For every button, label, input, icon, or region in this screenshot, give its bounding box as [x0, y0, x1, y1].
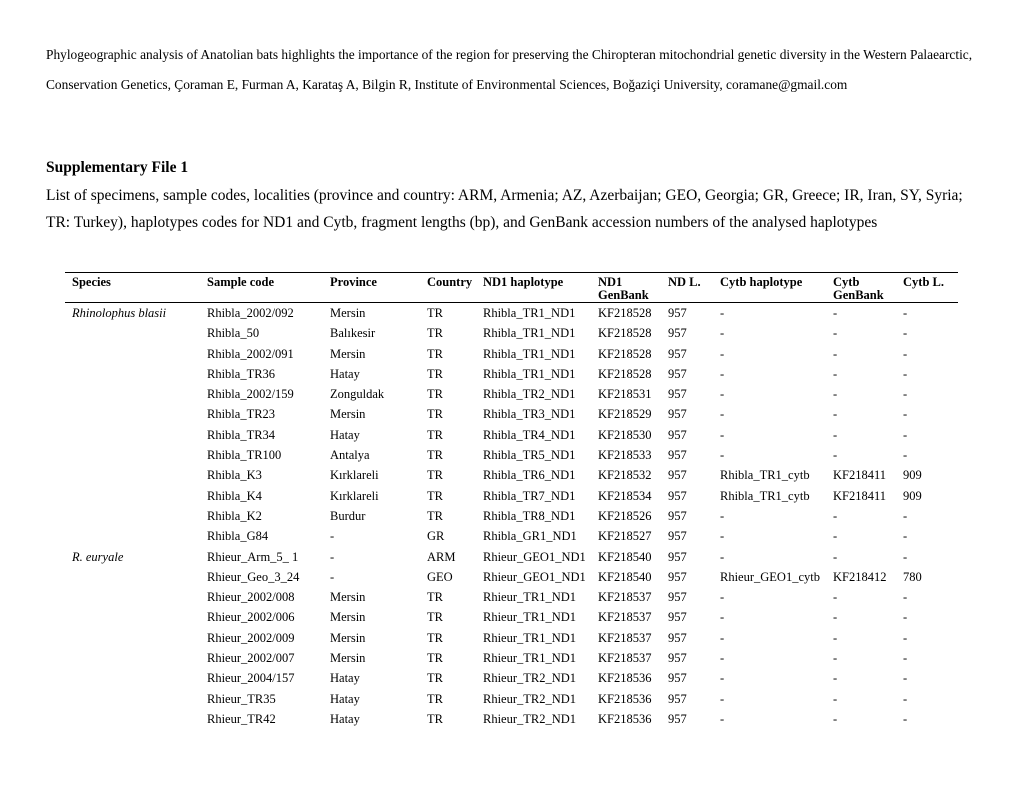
cell-species — [65, 506, 200, 526]
column-header-country: Country — [420, 273, 476, 303]
cell-species — [65, 486, 200, 506]
cell-cytb-haplotype: - — [720, 366, 725, 381]
cell-province: - — [330, 529, 335, 544]
cell-nd1-genbank: KF218532 — [598, 468, 652, 483]
header-title-line: Phylogeographic analysis of Anatolian bats highlights the importance of the region for preserving the Chiropteran mitochondrial genetic diversity in the Western Palaearctic, — [46, 47, 973, 62]
document-header — [46, 40, 972, 100]
cell-nd1-genbank: KF218528 — [598, 306, 652, 320]
cell-nd1-genbank: KF218528 — [598, 326, 652, 341]
cell-country: TR — [427, 427, 443, 442]
cell-nd1-haplotype: Rhieur_TR2_ND1 — [483, 671, 577, 686]
cell-cytb-haplotype: - — [720, 306, 725, 320]
cell-cytb-haplotype: Rhieur_GEO1_cytb — [720, 569, 820, 584]
cell-nd1-genbank: KF218533 — [598, 448, 652, 463]
cell-cytb-l: - — [903, 427, 908, 442]
cell-sample-code: Rhieur_2002/006 — [207, 610, 295, 625]
column-header-species: Species — [65, 273, 200, 303]
cell-sample-code: Rhibla_2002/092 — [207, 306, 294, 320]
cell-nd1-genbank: KF218529 — [598, 407, 652, 422]
cell-species — [65, 465, 200, 485]
cell-nd-l: 957 — [668, 346, 687, 361]
cell-country: TR — [427, 488, 443, 503]
cell-nd1-haplotype: Rhieur_TR1_ND1 — [483, 610, 577, 625]
cell-province: Mersin — [330, 630, 366, 645]
cell-cytb-l: - — [903, 407, 908, 422]
cell-nd-l: 957 — [668, 549, 687, 564]
column-header-province: Province — [323, 273, 420, 303]
cell-sample-code: Rhieur_2004/157 — [207, 671, 295, 686]
cell-cytb-l: - — [903, 711, 908, 726]
cell-nd-l: 957 — [668, 569, 687, 584]
cell-species — [65, 628, 200, 648]
supplementary-file-title: Supplementary File 1 — [46, 159, 189, 176]
cell-country: TR — [427, 691, 443, 706]
cell-species — [65, 445, 200, 465]
cell-country: TR — [427, 326, 443, 341]
cell-province: Burdur — [330, 508, 366, 523]
cell-cytb-genbank: - — [833, 590, 838, 605]
cell-cytb-genbank: KF218411 — [833, 468, 887, 483]
cell-sample-code: Rhibla_2002/091 — [207, 346, 294, 361]
cell-species — [65, 323, 200, 343]
cell-cytb-haplotype: - — [720, 630, 725, 645]
cell-country: TR — [427, 468, 443, 483]
cell-nd1-haplotype: Rhieur_TR1_ND1 — [483, 590, 577, 605]
cell-country: TR — [427, 306, 443, 320]
cell-species — [65, 709, 200, 729]
cell-cytb-genbank: - — [833, 651, 838, 666]
cell-nd-l: 957 — [668, 448, 687, 463]
cell-cytb-haplotype: - — [720, 691, 725, 706]
table-caption — [46, 182, 963, 237]
cell-nd1-haplotype: Rhibla_TR1_ND1 — [483, 306, 576, 320]
cell-cytb-l: - — [903, 346, 908, 361]
cell-nd-l: 957 — [668, 630, 687, 645]
cell-province: Mersin — [330, 610, 366, 625]
cell-nd1-haplotype: Rhibla_TR7_ND1 — [483, 488, 576, 503]
column-header-cytb-haplotype: Cytb haplotype — [713, 273, 826, 303]
cell-cytb-genbank: - — [833, 630, 838, 645]
cell-sample-code: Rhibla_K3 — [207, 468, 262, 483]
cell-nd1-genbank: KF218526 — [598, 508, 652, 523]
cell-species — [65, 648, 200, 668]
cell-cytb-genbank: - — [833, 387, 838, 402]
cell-province: Hatay — [330, 671, 360, 686]
cell-nd-l: 957 — [668, 691, 687, 706]
cell-sample-code: Rhieur_2002/009 — [207, 630, 295, 645]
cell-country: TR — [427, 407, 443, 422]
cell-sample-code: Rhieur_TR35 — [207, 691, 276, 706]
cell-nd1-haplotype: Rhieur_TR2_ND1 — [483, 711, 577, 726]
cell-cytb-l: - — [903, 590, 908, 605]
cell-nd1-genbank: KF218536 — [598, 711, 652, 726]
cell-cytb-genbank: - — [833, 711, 838, 726]
cell-cytb-genbank: - — [833, 306, 838, 320]
cell-country: TR — [427, 590, 443, 605]
header-authors-line: Conservation Genetics, Çoraman E, Furman A, Karataş A, Bilgin R, Institute of Environmental Sciences, Boğaziçi University, coramane@gmail.com — [46, 77, 848, 92]
cell-cytb-haplotype: - — [720, 651, 725, 666]
cell-cytb-haplotype: - — [720, 407, 725, 422]
cell-cytb-l: - — [903, 549, 908, 564]
cell-cytb-l: - — [903, 387, 908, 402]
cell-cytb-genbank: - — [833, 508, 838, 523]
cell-cytb-l: 909 — [903, 468, 922, 483]
cell-cytb-genbank: - — [833, 407, 838, 422]
cell-species — [65, 567, 200, 587]
cell-cytb-haplotype: - — [720, 326, 725, 341]
cell-province: Kırklareli — [330, 468, 379, 483]
cell-cytb-l: 780 — [903, 569, 922, 584]
cell-cytb-genbank: - — [833, 549, 838, 564]
cell-cytb-l: - — [903, 366, 908, 381]
cell-nd-l: 957 — [668, 671, 687, 686]
cell-nd1-haplotype: Rhibla_TR1_ND1 — [483, 346, 576, 361]
cell-country: TR — [427, 508, 443, 523]
cell-nd1-haplotype: Rhieur_TR1_ND1 — [483, 651, 577, 666]
cell-species — [65, 526, 200, 546]
cell-cytb-haplotype: - — [720, 590, 725, 605]
cell-nd1-haplotype: Rhieur_TR2_ND1 — [483, 691, 577, 706]
cell-sample-code: Rhieur_2002/007 — [207, 651, 295, 666]
cell-nd1-genbank: KF218537 — [598, 610, 652, 625]
cell-cytb-genbank: - — [833, 427, 838, 442]
cell-cytb-haplotype: - — [720, 508, 725, 523]
cell-cytb-l: - — [903, 508, 908, 523]
cell-country: GR — [427, 529, 445, 544]
cell-nd1-haplotype: Rhibla_TR8_ND1 — [483, 508, 576, 523]
cell-nd1-genbank: KF218531 — [598, 387, 652, 402]
cell-nd1-genbank: KF218528 — [598, 346, 652, 361]
cell-cytb-l: - — [903, 610, 908, 625]
cell-sample-code: Rhieur_Geo_3_24 — [207, 569, 300, 584]
column-header-nd-l: ND L. — [661, 273, 713, 303]
cell-cytb-haplotype: - — [720, 529, 725, 544]
cell-nd1-genbank: KF218536 — [598, 671, 652, 686]
cell-province: Kırklareli — [330, 488, 379, 503]
cell-cytb-genbank: KF218411 — [833, 488, 887, 503]
cell-nd1-genbank: KF218534 — [598, 488, 652, 503]
cell-province: Mersin — [330, 407, 366, 422]
cell-country: TR — [427, 671, 443, 686]
cell-cytb-genbank: - — [833, 346, 838, 361]
cell-nd-l: 957 — [668, 366, 687, 381]
cell-nd-l: 957 — [668, 427, 687, 442]
cell-country: TR — [427, 711, 443, 726]
cell-cytb-haplotype: - — [720, 427, 725, 442]
cell-country: ARM — [427, 549, 456, 564]
cell-cytb-haplotype: - — [720, 610, 725, 625]
cell-nd1-haplotype: Rhieur_GEO1_ND1 — [483, 549, 586, 564]
caption-line-2: TR: Turkey), haplotypes codes for ND1 and Cytb, fragment lengths (bp), and GenBank accession numbers of the analysed haplotypes — [46, 214, 878, 232]
cell-species — [65, 668, 200, 688]
cell-province: Hatay — [330, 711, 360, 726]
cell-nd1-genbank: KF218536 — [598, 691, 652, 706]
cell-country: TR — [427, 366, 443, 381]
cell-nd1-genbank: KF218527 — [598, 529, 652, 544]
cell-province: Mersin — [330, 590, 366, 605]
cell-cytb-haplotype: - — [720, 387, 725, 402]
cell-species — [65, 587, 200, 607]
cell-nd1-haplotype: Rhibla_TR3_ND1 — [483, 407, 576, 422]
cell-nd1-haplotype: Rhibla_TR1_ND1 — [483, 366, 576, 381]
cell-cytb-haplotype: - — [720, 549, 725, 564]
cell-species: Rhinolophus blasii — [72, 306, 167, 320]
cell-country: TR — [427, 387, 443, 402]
cell-country: GEO — [427, 569, 453, 584]
cell-country: TR — [427, 630, 443, 645]
cell-province: Mersin — [330, 346, 366, 361]
cell-species — [65, 689, 200, 709]
cell-nd-l: 957 — [668, 407, 687, 422]
cell-cytb-l: - — [903, 651, 908, 666]
cell-nd1-haplotype: Rhibla_TR1_ND1 — [483, 326, 576, 341]
cell-nd1-genbank: KF218528 — [598, 366, 652, 381]
cell-province: Mersin — [330, 651, 366, 666]
cell-province: Mersin — [330, 306, 366, 320]
cell-sample-code: Rhibla_TR36 — [207, 366, 276, 381]
cell-cytb-genbank: KF218412 — [833, 569, 887, 584]
cell-nd1-genbank: KF218537 — [598, 630, 652, 645]
cell-cytb-genbank: - — [833, 691, 838, 706]
cell-cytb-haplotype: Rhibla_TR1_cytb — [720, 468, 810, 483]
specimens-table — [65, 272, 958, 729]
cell-nd-l: 957 — [668, 326, 687, 341]
cell-sample-code: Rhibla_K2 — [207, 508, 262, 523]
cell-cytb-l: 909 — [903, 488, 922, 503]
cell-sample-code: Rhibla_K4 — [207, 488, 262, 503]
column-header-cytb-l: Cytb L. — [896, 273, 958, 303]
cell-province: Zonguldak — [330, 387, 385, 402]
cell-nd-l: 957 — [668, 711, 687, 726]
cell-nd1-genbank: KF218540 — [598, 549, 652, 564]
cell-nd1-haplotype: Rhibla_GR1_ND1 — [483, 529, 577, 544]
cell-cytb-l: - — [903, 671, 908, 686]
cell-cytb-haplotype: - — [720, 448, 725, 463]
cell-nd-l: 957 — [668, 488, 687, 503]
cell-province: Hatay — [330, 366, 360, 381]
column-header-cytb-genbank: Cytb GenBank — [826, 273, 896, 303]
cell-species — [65, 364, 200, 384]
cell-province: Hatay — [330, 691, 360, 706]
cell-country: TR — [427, 610, 443, 625]
cell-cytb-l: - — [903, 529, 908, 544]
cell-cytb-l: - — [903, 306, 908, 320]
cell-species — [65, 607, 200, 627]
cell-cytb-genbank: - — [833, 326, 838, 341]
cell-nd-l: 957 — [668, 529, 687, 544]
cell-province: Antalya — [330, 448, 370, 463]
cell-cytb-l: - — [903, 448, 908, 463]
cell-species — [65, 404, 200, 424]
cell-nd-l: 957 — [668, 468, 687, 483]
cell-sample-code: Rhieur_Arm_5_ 1 — [207, 549, 299, 564]
cell-cytb-haplotype: Rhibla_TR1_cytb — [720, 488, 810, 503]
cell-province: Balıkesir — [330, 326, 376, 341]
cell-country: TR — [427, 346, 443, 361]
cell-cytb-genbank: - — [833, 671, 838, 686]
cell-nd-l: 957 — [668, 610, 687, 625]
cell-sample-code: Rhibla_TR34 — [207, 427, 276, 442]
cell-cytb-genbank: - — [833, 448, 838, 463]
cell-nd1-genbank: KF218540 — [598, 569, 652, 584]
cell-species — [65, 384, 200, 404]
cell-cytb-haplotype: - — [720, 711, 725, 726]
cell-nd1-haplotype: Rhieur_GEO1_ND1 — [483, 569, 586, 584]
cell-nd1-genbank: KF218537 — [598, 651, 652, 666]
cell-cytb-haplotype: - — [720, 346, 725, 361]
cell-nd1-haplotype: Rhieur_TR1_ND1 — [483, 630, 577, 645]
cell-nd-l: 957 — [668, 508, 687, 523]
cell-province: Hatay — [330, 427, 360, 442]
cell-sample-code: Rhieur_TR42 — [207, 711, 276, 726]
cell-cytb-genbank: - — [833, 366, 838, 381]
cell-sample-code: Rhibla_G84 — [207, 529, 269, 544]
cell-nd1-haplotype: Rhibla_TR2_ND1 — [483, 387, 576, 402]
cell-cytb-genbank: - — [833, 610, 838, 625]
cell-nd-l: 957 — [668, 387, 687, 402]
cell-species — [65, 425, 200, 445]
cell-sample-code: Rhibla_TR100 — [207, 448, 282, 463]
cell-nd-l: 957 — [668, 306, 687, 320]
cell-cytb-l: - — [903, 326, 908, 341]
column-header-nd1-haplotype: ND1 haplotype — [476, 273, 591, 303]
cell-sample-code: Rhibla_2002/159 — [207, 387, 294, 402]
cell-nd-l: 957 — [668, 590, 687, 605]
cell-province: - — [330, 569, 335, 584]
cell-nd1-haplotype: Rhibla_TR5_ND1 — [483, 448, 576, 463]
cell-country: TR — [427, 448, 443, 463]
cell-cytb-l: - — [903, 691, 908, 706]
cell-cytb-genbank: - — [833, 529, 838, 544]
cell-country: TR — [427, 651, 443, 666]
cell-sample-code: Rhibla_50 — [207, 326, 260, 341]
cell-nd1-genbank: KF218530 — [598, 427, 652, 442]
cell-nd1-haplotype: Rhibla_TR6_ND1 — [483, 468, 576, 483]
cell-cytb-haplotype: - — [720, 671, 725, 686]
cell-species — [65, 344, 200, 364]
cell-nd1-genbank: KF218537 — [598, 590, 652, 605]
cell-cytb-l: - — [903, 630, 908, 645]
column-header-nd1-genbank: ND1 GenBank — [591, 273, 661, 303]
cell-species: R. euryale — [72, 549, 124, 564]
cell-province: - — [330, 549, 335, 564]
cell-sample-code: Rhieur_2002/008 — [207, 590, 295, 605]
cell-nd-l: 957 — [668, 651, 687, 666]
column-header-sample-code: Sample code — [200, 273, 323, 303]
cell-nd1-haplotype: Rhibla_TR4_ND1 — [483, 427, 576, 442]
cell-sample-code: Rhibla_TR23 — [207, 407, 276, 422]
caption-line-1: List of specimens, sample codes, localities (province and country: ARM, Armenia; AZ, Azerbaijan; GEO, Georgia; GR, Greece; IR, Iran, SY, Syria; — [46, 187, 963, 204]
